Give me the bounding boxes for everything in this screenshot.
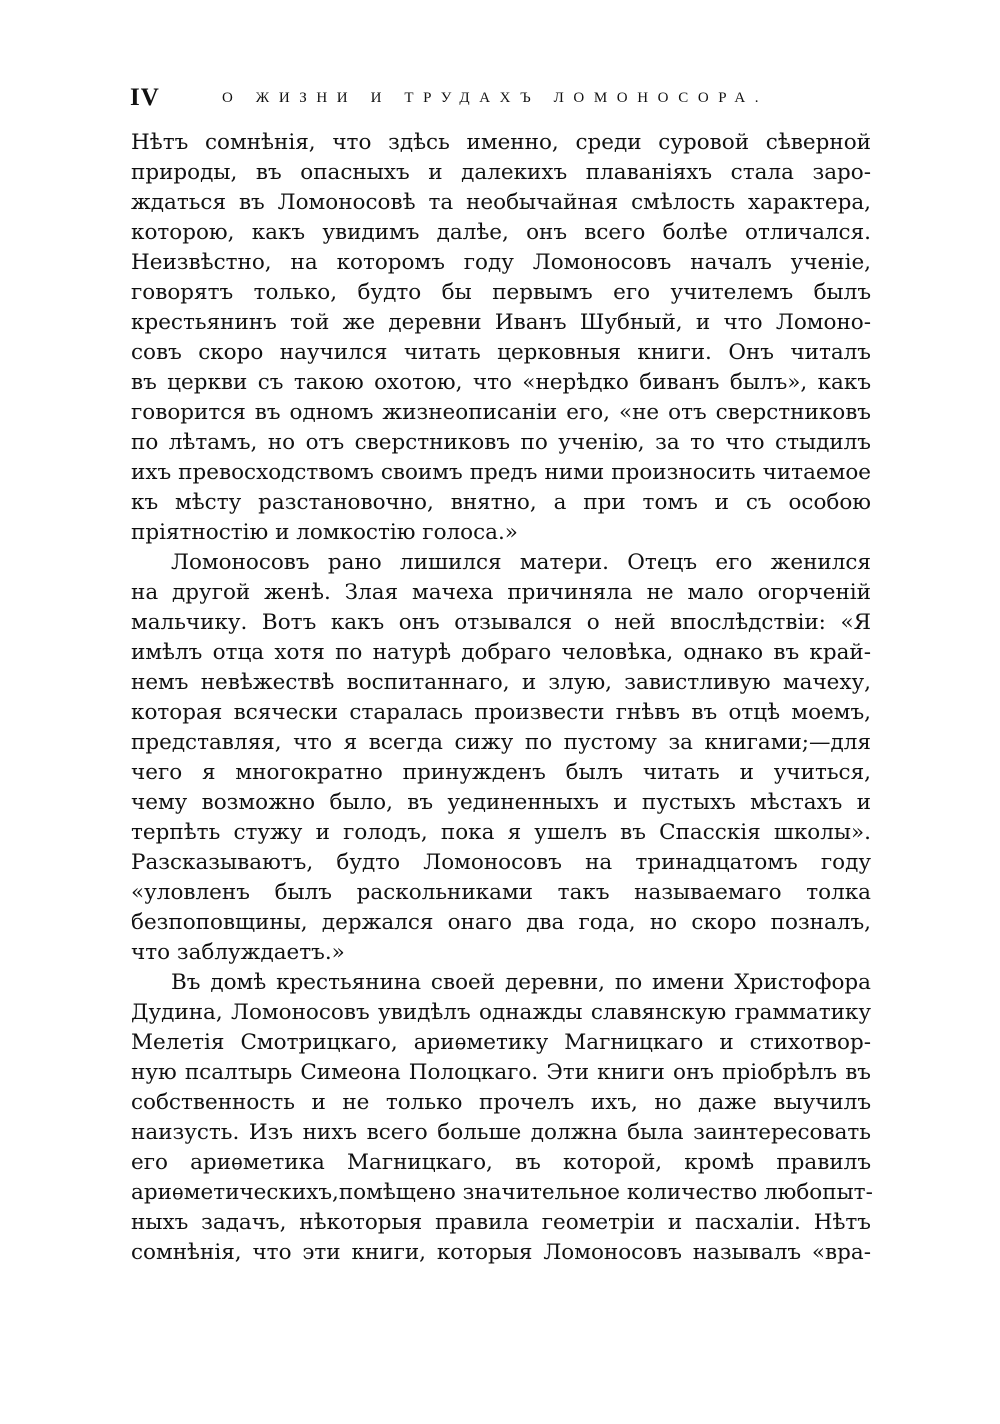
text-line: говорится въ одномъ жизнеописаніи его, «не отъ сверстниковъ	[131, 400, 871, 425]
text-line: сомнѣнія, что эти книги, которыя Ломоносовъ называлъ «вра-	[131, 1240, 871, 1265]
text-line: Мелетія Смотрицкаго, ариѳметику Магницкаго и стихотвор-	[131, 1030, 871, 1055]
text-line: безпоповщины, держался онаго два года, но скоро позналъ,	[131, 910, 871, 935]
text-line: по лѣтамъ, но отъ сверстниковъ по ученію, за то что стыдилъ	[131, 430, 871, 455]
text-line: что заблуждаетъ.»	[131, 940, 345, 965]
text-line: Въ домѣ крестьянина своей деревни, по имени Христофора	[171, 970, 871, 995]
text-line: «уловленъ былъ раскольниками такъ называемаго толка	[131, 880, 871, 905]
paragraph	[131, 128, 871, 548]
text-line: наизусть. Изъ нихъ всего больше должна была заинтересовать	[131, 1120, 871, 1145]
text-line: пріятностію и ломкостію голоса.»	[131, 520, 518, 545]
text-line: немъ невѣжествѣ воспитаннаго, и злую, завистливую мачеху,	[131, 670, 871, 695]
text-line: Неизвѣстно, на которомъ году Ломоносовъ началъ ученіе,	[131, 250, 871, 275]
text-line: совъ скоро научился читать церковныя книги. Онъ читалъ	[131, 340, 871, 365]
page-header	[130, 84, 870, 114]
paragraph	[131, 548, 871, 968]
text-line: представляя, что я всегда сижу по пустому за книгами;—для	[131, 730, 871, 755]
text-line: говорятъ только, будто бы первымъ его учителемъ былъ	[131, 280, 871, 305]
text-line: терпѣть стужу и голодъ, пока я ушелъ въ Спасскія школы».	[131, 820, 871, 845]
text-line: ждаться въ Ломоносовѣ та необычайная смѣлость характера,	[131, 190, 871, 215]
text-line: ныхъ задачъ, нѣкоторыя правила геометріи и пасхаліи. Нѣтъ	[131, 1210, 871, 1235]
text-line: которая всячески старалась произвести гнѣвъ въ отцѣ моемъ,	[131, 700, 871, 725]
text-line: чего я многократно принужденъ былъ читать и учиться,	[131, 760, 871, 785]
text-line: его ариѳметика Магницкаго, въ которой, кромѣ правилъ	[131, 1150, 871, 1175]
text-line: Ломоносовъ рано лишился матери. Отецъ его женился	[171, 550, 871, 575]
text-line: на другой женѣ. Злая мачеха причиняла не мало огорченій	[131, 580, 871, 605]
text-line: ариѳметическихъ,помѣщено значительное количество любопыт-	[131, 1180, 873, 1205]
text-line: Разсказываютъ, будто Ломоносовъ на тринадцатомъ году	[131, 850, 871, 875]
text-line: чему возможно было, въ уединенныхъ и пустыхъ мѣстахъ и	[131, 790, 871, 815]
text-line: ную псалтырь Симеона Полоцкаго. Эти книги онъ пріобрѣлъ въ	[131, 1060, 871, 1085]
text-line: Дудина, Ломоносовъ увидѣлъ однажды славянскую грамматику	[131, 1000, 871, 1025]
text-line: въ церкви съ такою охотою, что «нерѣдко биванъ былъ», какъ	[131, 370, 871, 395]
text-line: мальчику. Вотъ какъ онъ отзывался о ней впослѣдствіи: «Я	[131, 610, 871, 635]
body-text	[131, 128, 871, 1268]
text-line: Нѣтъ сомнѣнія, что здѣсь именно, среди суровой сѣверной	[131, 130, 871, 155]
text-line: къ мѣсту разстановочно, внятно, а при томъ и съ особою	[131, 490, 871, 515]
running-title: О ЖИЗНИ И ТРУДАХЪ ЛОМОНОСОРА.	[222, 90, 769, 106]
text-line: крестьянинъ той же деревни Иванъ Шубный, и что Ломоно-	[131, 310, 871, 335]
text-line: собственность и не только прочелъ ихъ, но даже выучилъ	[131, 1090, 871, 1115]
text-line: природы, въ опасныхъ и далекихъ плаваніяхъ стала заро-	[131, 160, 871, 185]
paragraph	[131, 968, 871, 1268]
page-number: IV	[130, 84, 160, 111]
text-line: имѣлъ отца хотя по натурѣ добраго человѣка, однако въ край-	[131, 640, 871, 665]
text-line: которою, какъ увидимъ далѣе, онъ всего болѣе отличался.	[131, 220, 871, 245]
text-line: ихъ превосходствомъ своимъ предъ ними произносить читаемое	[131, 460, 871, 485]
